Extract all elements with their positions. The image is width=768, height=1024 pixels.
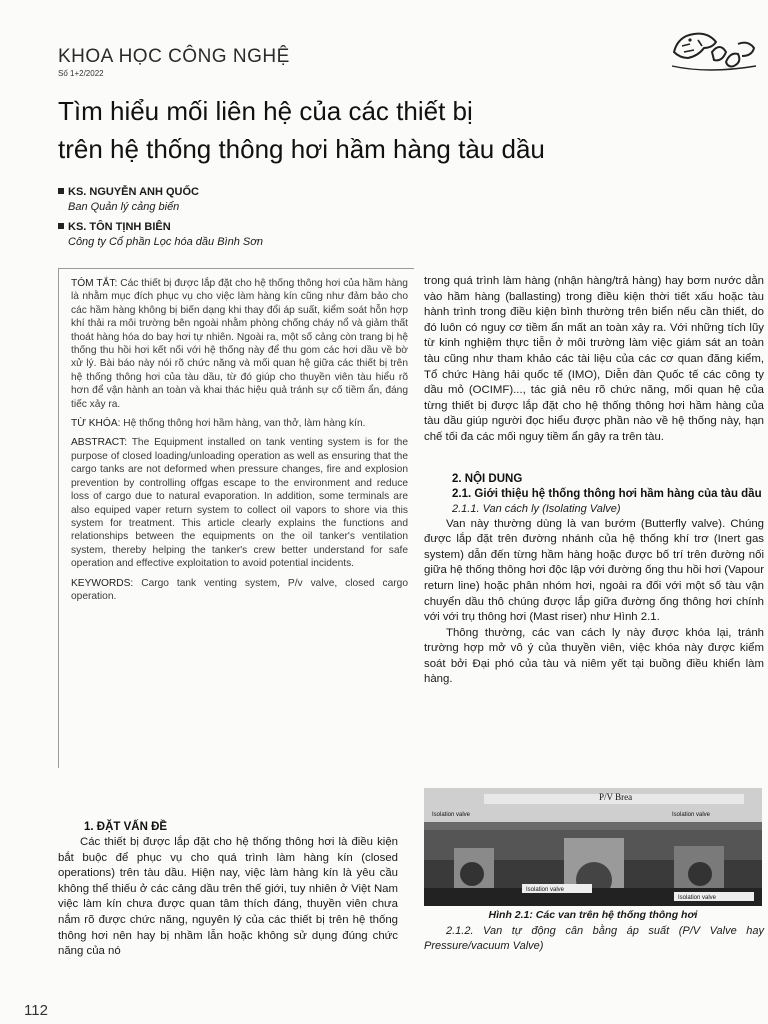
article-title bbox=[58, 92, 698, 168]
figure-label-bottom: Isolation valve bbox=[526, 887, 565, 893]
figure-valves-photo bbox=[424, 788, 762, 906]
tom-tat-paragraph: TÓM TẮT: Các thiết bị được lắp đặt cho hệ thống thông hơi của hầm hàng là nhằm mục đích phục vụ cho việc làm hàng kín cũng như đảm bảo cho các hầm hàng không bị biến dạng khi thay đổi áp suất, kiểm soát hỗn hợp khí thải ra môi trường bên ngoài nhằm phòng chống cháy nổ và giảm thất thoát hàng hóa do bay hơi tự nhiên. Ngoài ra, một số cảng còn trang bị hệ thống thu hồi hơi kết nối với hệ thống này để thu gom các hơi dầu về bờ xử lý. Bài báo này nói rõ chức năng và mối quan hệ giữa các thiết bị trên hệ thống thông hơi của tàu dầu, từ đó giúp cho thuyền viên tàu hiểu rõ hơn để vận hành an toàn và khai thác hiệu quả tránh sự cố tiềm ẩn, đáng tiếc xảy ra. bbox=[71, 278, 408, 410]
section-2-1-1-paragraph-a: Van này thường dùng là van bướm (Butterfly valve). Chúng được lắp đặt trên đường nhánh của hệ thống khí trơ (Inert gas system) dẫn đến từng hầm hàng hoặc được bố trí trên đường nối giữa hệ thống thông hơi độc lập với đường ống thu hồi hơi (Vapour return line) hoặc phân nhóm hơi, ngoài ra đối với một số tàu vận chuyển dầu thô chúng được lắp giữa đường ống thông hơi chính với với trụ thông hơi (Mast riser) như Hình 2.1. bbox=[424, 517, 764, 624]
page-number: 112 bbox=[24, 1002, 48, 1019]
section-2-1-1-subheading: 2.1.1. Van cách ly (Isolating Valve) bbox=[452, 502, 621, 515]
continued-paragraph: trong quá trình làm hàng (nhận hàng/trả hàng) hay bơm nước dằn vào hầm hàng (ballasting) trong điều kiện thời tiết xấu hoặc tàu hành trình trong điều kiện bình thường trên biển nếu cần thiết, do đó luôn có nguy cơ tiềm ẩn mất an toàn xảy ra. Với những tích lũy từ kinh nghiệm thực tiễn ở môi trường làm việc giám sát an toàn tàu cũng như tham khảo các tài liệu của các cơ quan đăng kiểm, Tổ chức Hàng hải quốc tế (IMO), Diễn đàn Quốc tế các công ty dầu mỏ (OCIMF)..., tác giả nêu rõ chức năng, mối quan hệ của từng thiết bị được lắp đặt cho hệ thống thông hơi hầm hàng của tàu dầu giúp người đọc hiểu được phần nào về hệ thống này, hạn chế tối đa các mối nguy tiềm ẩn gây ra trên tàu. bbox=[424, 275, 764, 443]
figure-caption: Hình 2.1: Các van trên hệ thống thông hơi bbox=[488, 909, 698, 921]
keywords-en-paragraph: KEYWORDS: Cargo tank venting system, P/v valve, closed cargo operation. bbox=[71, 577, 408, 602]
section-1-heading: 1. ĐẶT VẤN ĐỀ bbox=[84, 821, 168, 833]
title-line-2: trên hệ thống thông hơi hầm hàng tàu dầu bbox=[58, 134, 545, 164]
abstract-box bbox=[58, 268, 414, 768]
author-affiliation: Ban Quản lý cảng biển bbox=[68, 201, 180, 213]
author-1 bbox=[58, 186, 199, 213]
figure-label-top: P/V Brea bbox=[599, 792, 633, 802]
figure-label-left: Isolation valve bbox=[432, 812, 471, 818]
section-2-1-2 bbox=[424, 924, 764, 954]
title-line-1: Tìm hiểu mối liên hệ của các thiết bị bbox=[58, 96, 473, 126]
issue-number: Số 1+2/2022 bbox=[58, 69, 104, 78]
author-name: KS. NGUYỄN ANH QUỐC bbox=[68, 186, 199, 198]
section-2-heading: 2. NỘI DUNG bbox=[452, 472, 523, 485]
section-2-1-2-subheading: 2.1.2. Van tự động cân bằng áp suất (P/V Valve hay Pressure/vacuum Valve) bbox=[424, 925, 764, 952]
section-2-1-1-paragraph-b: Thông thường, các van cách ly này được khóa lại, tránh trường hợp mở vô ý của thuyền viên, việc khóa này được kiểm soát bởi Đại phó của tàu và niêm yết tại buồng điều khiển làm hàng. bbox=[424, 626, 764, 686]
abstract-en-paragraph: ABSTRACT: The Equipment installed on tank venting system is for the purpose of closed loading/unloading operation as well as ensuring that the cargo tanks are not deformed when pressure changes, fire and explosion prevention by controlling offgas escape to the environment and reduce loss of cargo due to natural evaporation. In addition, some terminals are also equiped vaper return system to collect oil vapors to shore via this system for treatment. This article clearly explains the functions and relationships between the equipments on the oil tanker's ventilation system, thereby helping the tanker's crew better understand for safe operation and effective exploitation to avoid potential incidents. bbox=[71, 437, 408, 570]
figure-label-right: Isolation valve bbox=[672, 812, 711, 818]
bullet-square-icon bbox=[58, 223, 64, 229]
author-2 bbox=[58, 221, 263, 248]
section-header: KHOA HỌC CÔNG NGHỆ bbox=[58, 46, 290, 67]
right-column-text bbox=[424, 274, 764, 688]
section-2-1-heading: 2.1. Giới thiệu hệ thống thông hơi hầm hàng của tàu dầu bbox=[452, 487, 762, 500]
figure-label-bottom-right: Isolation valve bbox=[678, 895, 717, 901]
section-1 bbox=[58, 820, 398, 960]
author-name: KS. TÔN TỊNH BIÊN bbox=[68, 221, 171, 233]
bullet-square-icon bbox=[58, 188, 64, 194]
tiger-2022-logo-icon bbox=[668, 22, 760, 78]
tu-khoa-paragraph: TỪ KHÓA: Hệ thống thông hơi hầm hàng, van thở, làm hàng kín. bbox=[71, 418, 366, 430]
section-1-paragraph: Các thiết bị được lắp đặt cho hệ thống thông hơi là điều kiện bắt buộc để phục vụ cho quá trình làm hàng kín (closed operations) trên tàu dầu. Hiện nay, việc làm hàng kín là yêu cầu không thể thiếu ở các cảng dầu trên thế giới, tuy nhiên ở Việt Nam việc làm kín chưa được quan tâm thích đáng, thuyền viên chưa nắm rõ được chức năng, nguyên lý của các thiết bị trên hệ thống thông hơi nên hay bị nhầm lẫn hoặc không sử dụng đúng chức năng của nó bbox=[58, 836, 398, 958]
author-affiliation: Công ty Cổ phần Lọc hóa dầu Bình Sơn bbox=[68, 236, 264, 248]
